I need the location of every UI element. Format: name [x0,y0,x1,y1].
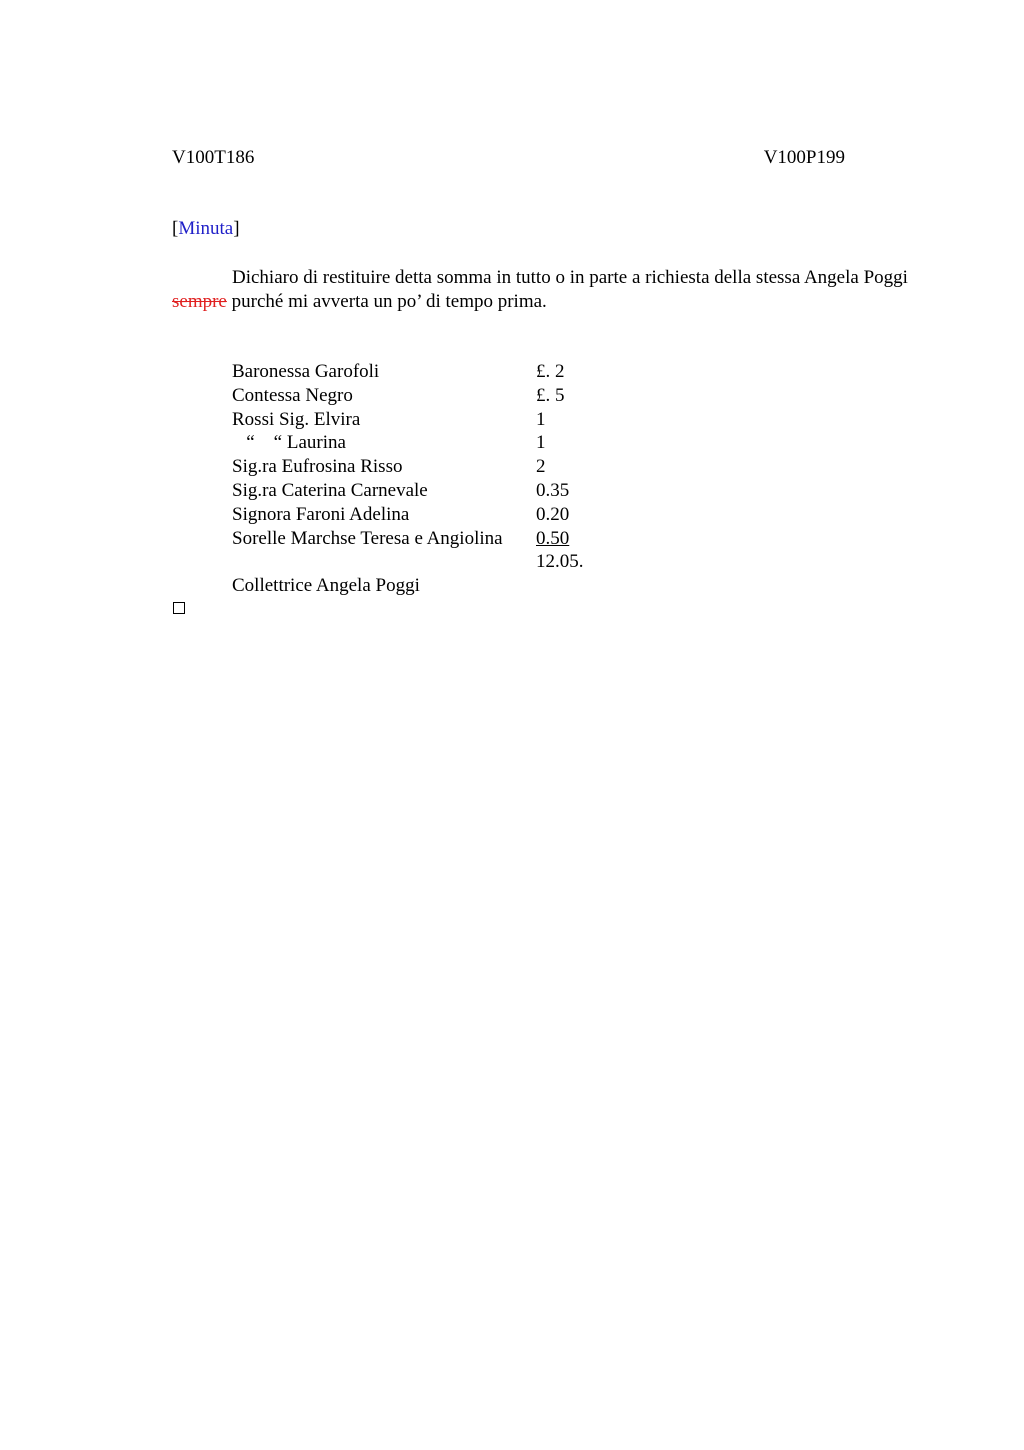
document-code-right: V100P199 [763,147,845,168]
ledger-name: Sig.ra Caterina Carnevale [232,479,428,501]
ledger-amount: £. 5 [536,384,565,406]
ledger-name: “ “ Laurina [232,432,346,454]
ledger-name: Signora Faroni Adelina [232,503,410,525]
ledger-row [232,431,652,455]
ledger-name: Sig.ra Eufrosina Risso [232,456,403,478]
ledger-amount: 2 [536,456,546,478]
ledger-amount: 0.35 [536,479,570,501]
ledger-name: Contessa Negro [232,384,353,406]
ledger-amount: 1 [536,432,546,454]
ledger-total: 12.05. [536,551,584,573]
ledger-row [232,479,652,503]
collector-name: Collettrice Angela Poggi [232,575,420,597]
ledger-total-row [232,550,652,574]
ledger-name: Sorelle Marchse Teresa e Angiolina [232,527,503,549]
donation-ledger [232,360,652,598]
minuta-open-bracket: [ [172,218,179,239]
minuta-close-bracket: ] [233,218,240,239]
ledger-row [232,408,652,432]
page-header [172,147,845,171]
ledger-amount: 0.50 [536,527,570,549]
ledger-amount: 1 [536,408,546,430]
ledger-name: Rossi Sig. Elvira [232,408,361,430]
paragraph-text-before: Dichiaro di restituire detta somma in tutto o in parte a richiesta della stessa Angela Poggi [232,267,908,288]
ledger-row [232,360,652,384]
empty-square-icon [173,602,185,614]
declaration-paragraph [172,266,917,314]
ledger-amount: £. 2 [536,361,565,382]
ledger-row [232,527,652,551]
minuta-word: Minuta [178,218,234,239]
document-code-left: V100T186 [172,147,255,168]
struck-word: sempre [172,291,227,312]
minuta-label [172,218,240,240]
ledger-row [232,455,652,479]
paragraph-text-after: purché mi avverta un po’ di tempo prima. [226,291,547,312]
ledger-collector-row [232,574,652,598]
ledger-name: Baronessa Garofoli [232,361,380,382]
ledger-row [232,384,652,408]
ledger-row [232,503,652,527]
ledger-amount: 0.20 [536,503,570,525]
